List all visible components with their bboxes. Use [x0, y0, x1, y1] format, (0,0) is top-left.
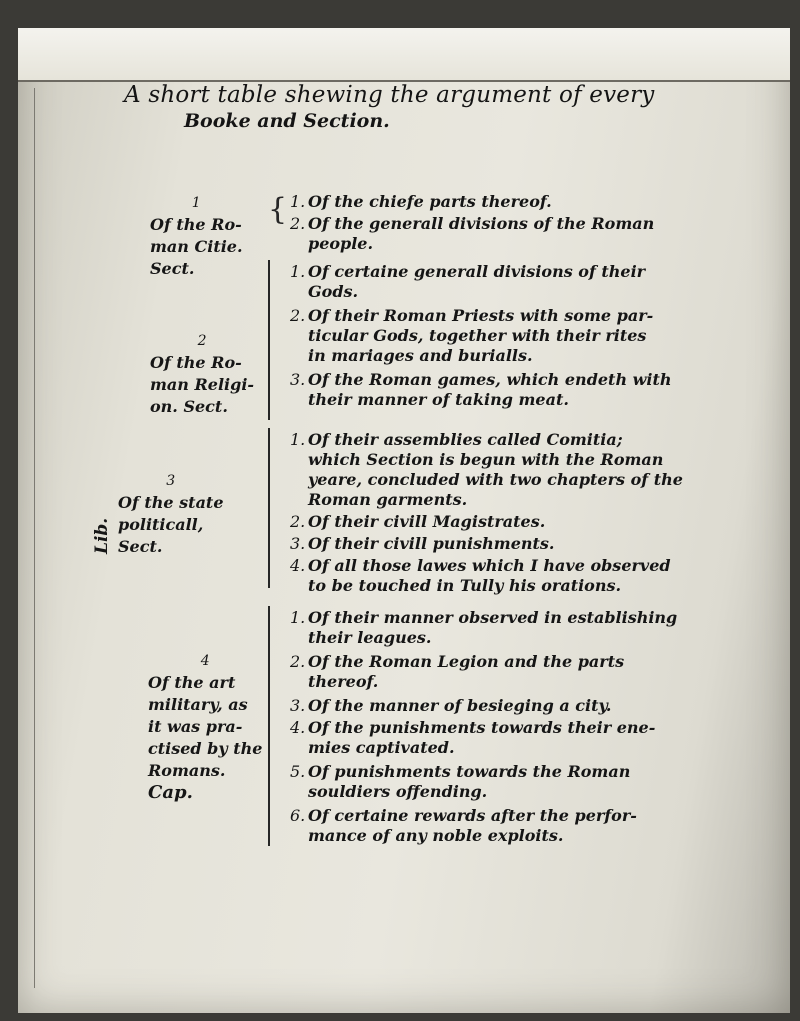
item-number: 1. — [290, 192, 306, 211]
section-number: 4 — [200, 653, 210, 669]
section-1-item-2 — [290, 214, 790, 254]
item-text-continued: Gods. — [308, 282, 359, 301]
item-number: 2. — [290, 512, 306, 531]
item-text-continued: Roman garments. — [308, 490, 468, 509]
section-label-line: man Religi- — [150, 375, 255, 394]
item-number: 4. — [290, 718, 306, 737]
item-text-continued: thereof. — [308, 672, 379, 691]
section-label-line: Sect. — [118, 537, 163, 556]
section-3-item-3 — [290, 534, 790, 554]
section-label-line: Sect. — [150, 259, 195, 278]
item-text-continued: to be touched in Tully his orations. — [308, 576, 622, 595]
section-4-label — [148, 650, 262, 804]
item-number: 2. — [290, 652, 306, 671]
section-3-item-4 — [290, 556, 790, 596]
item-number: 1. — [290, 430, 306, 449]
section-label-line: on. Sect. — [150, 397, 228, 416]
item-text-continued: souldiers offending. — [308, 782, 488, 801]
section-4-item-6 — [290, 806, 790, 846]
item-text-continued: their leagues. — [308, 628, 432, 647]
section-3-label — [118, 470, 224, 558]
item-text: Of the Roman Legion and the parts — [308, 652, 625, 671]
section-label-line: man Citie. — [150, 237, 243, 256]
section-1-item-1 — [290, 192, 790, 212]
item-text: Of the Roman games, which endeth with — [308, 370, 672, 389]
section-2-item-3 — [290, 370, 790, 410]
item-number: 6. — [290, 806, 306, 825]
section-2-bracket — [268, 260, 270, 420]
section-2-label — [150, 330, 254, 418]
item-text: Of the chiefe parts thereof. — [308, 192, 552, 211]
section-4-item-2 — [290, 652, 790, 692]
section-number: 1 — [191, 195, 201, 211]
item-text-continued: in mariages and burialls. — [308, 346, 533, 365]
item-number: 1. — [290, 262, 306, 281]
item-text-continued: yeare, concluded with two chapters of the — [308, 470, 683, 489]
brace-icon: { — [268, 192, 288, 227]
item-number: 3. — [290, 534, 306, 553]
item-number: 3. — [290, 696, 306, 715]
section-label-line: politicall, — [118, 515, 204, 534]
section-label-line: Of the art — [148, 673, 236, 692]
section-label-line: it was pra- — [148, 717, 243, 736]
item-text: Of their manner observed in establishing — [308, 608, 678, 627]
item-text: Of all those lawes which I have observed — [308, 556, 671, 575]
section-label-line: Romans. — [148, 761, 226, 780]
item-text: Of their civill punishments. — [308, 534, 555, 553]
item-text: Of their Roman Priests with some par- — [308, 306, 654, 325]
item-text: Of certaine rewards after the perfor- — [308, 806, 637, 825]
section-number: 3 — [166, 473, 176, 489]
item-text-continued: mance of any noble exploits. — [308, 826, 564, 845]
item-text-continued: ticular Gods, together with their rites — [308, 326, 647, 345]
item-text-continued: people. — [308, 234, 374, 253]
section-4-bracket — [268, 606, 270, 846]
section-label-line: Of the state — [118, 493, 224, 512]
item-text-continued: which Section is begun with the Roman — [308, 450, 664, 469]
section-label-line: Of the Ro- — [150, 353, 242, 372]
section-4-item-3 — [290, 696, 790, 716]
item-text: Of their assemblies called Comitia; — [308, 430, 623, 449]
section-label-line: Of the Ro- — [150, 215, 242, 234]
item-text: Of punishments towards the Roman — [308, 762, 631, 781]
heading-line-1: A short table shewing the argument of every — [124, 82, 655, 108]
section-1-label — [150, 192, 243, 280]
item-text: Of the generall divisions of the Roman — [308, 214, 655, 233]
page-heading — [124, 82, 684, 132]
section-label-line: military, as — [148, 695, 248, 714]
item-text: Of certaine generall divisions of their — [308, 262, 646, 281]
section-3-bracket — [268, 428, 270, 588]
item-number: 1. — [290, 608, 306, 627]
item-number: 5. — [290, 762, 306, 781]
section-label-line: ctised by the — [148, 739, 263, 758]
page-edge-rule — [34, 88, 36, 988]
heading-line-2: Booke and Section. — [184, 110, 390, 132]
section-4-item-5 — [290, 762, 790, 802]
item-text: Of the punishments towards their ene- — [308, 718, 656, 737]
item-number: 2. — [290, 306, 306, 325]
section-3-item-2 — [290, 512, 790, 532]
item-text-continued: mies captivated. — [308, 738, 455, 757]
section-4-item-4 — [290, 718, 790, 758]
section-2-item-2 — [290, 306, 790, 366]
item-number: 4. — [290, 556, 306, 575]
lib-label: Lib. — [92, 517, 112, 554]
page-top-margin — [18, 28, 790, 82]
item-number: 2. — [290, 214, 306, 233]
item-number: 3. — [290, 370, 306, 389]
item-text-continued: their manner of taking meat. — [308, 390, 569, 409]
section-4-item-1 — [290, 608, 790, 648]
section-3-item-1 — [290, 430, 790, 510]
item-text: Of their civill Magistrates. — [308, 512, 546, 531]
item-text: Of the manner of besieging a city. — [308, 696, 612, 715]
section-label-line: Cap. — [148, 782, 193, 803]
section-number: 2 — [197, 333, 207, 349]
section-2-item-1 — [290, 262, 790, 302]
